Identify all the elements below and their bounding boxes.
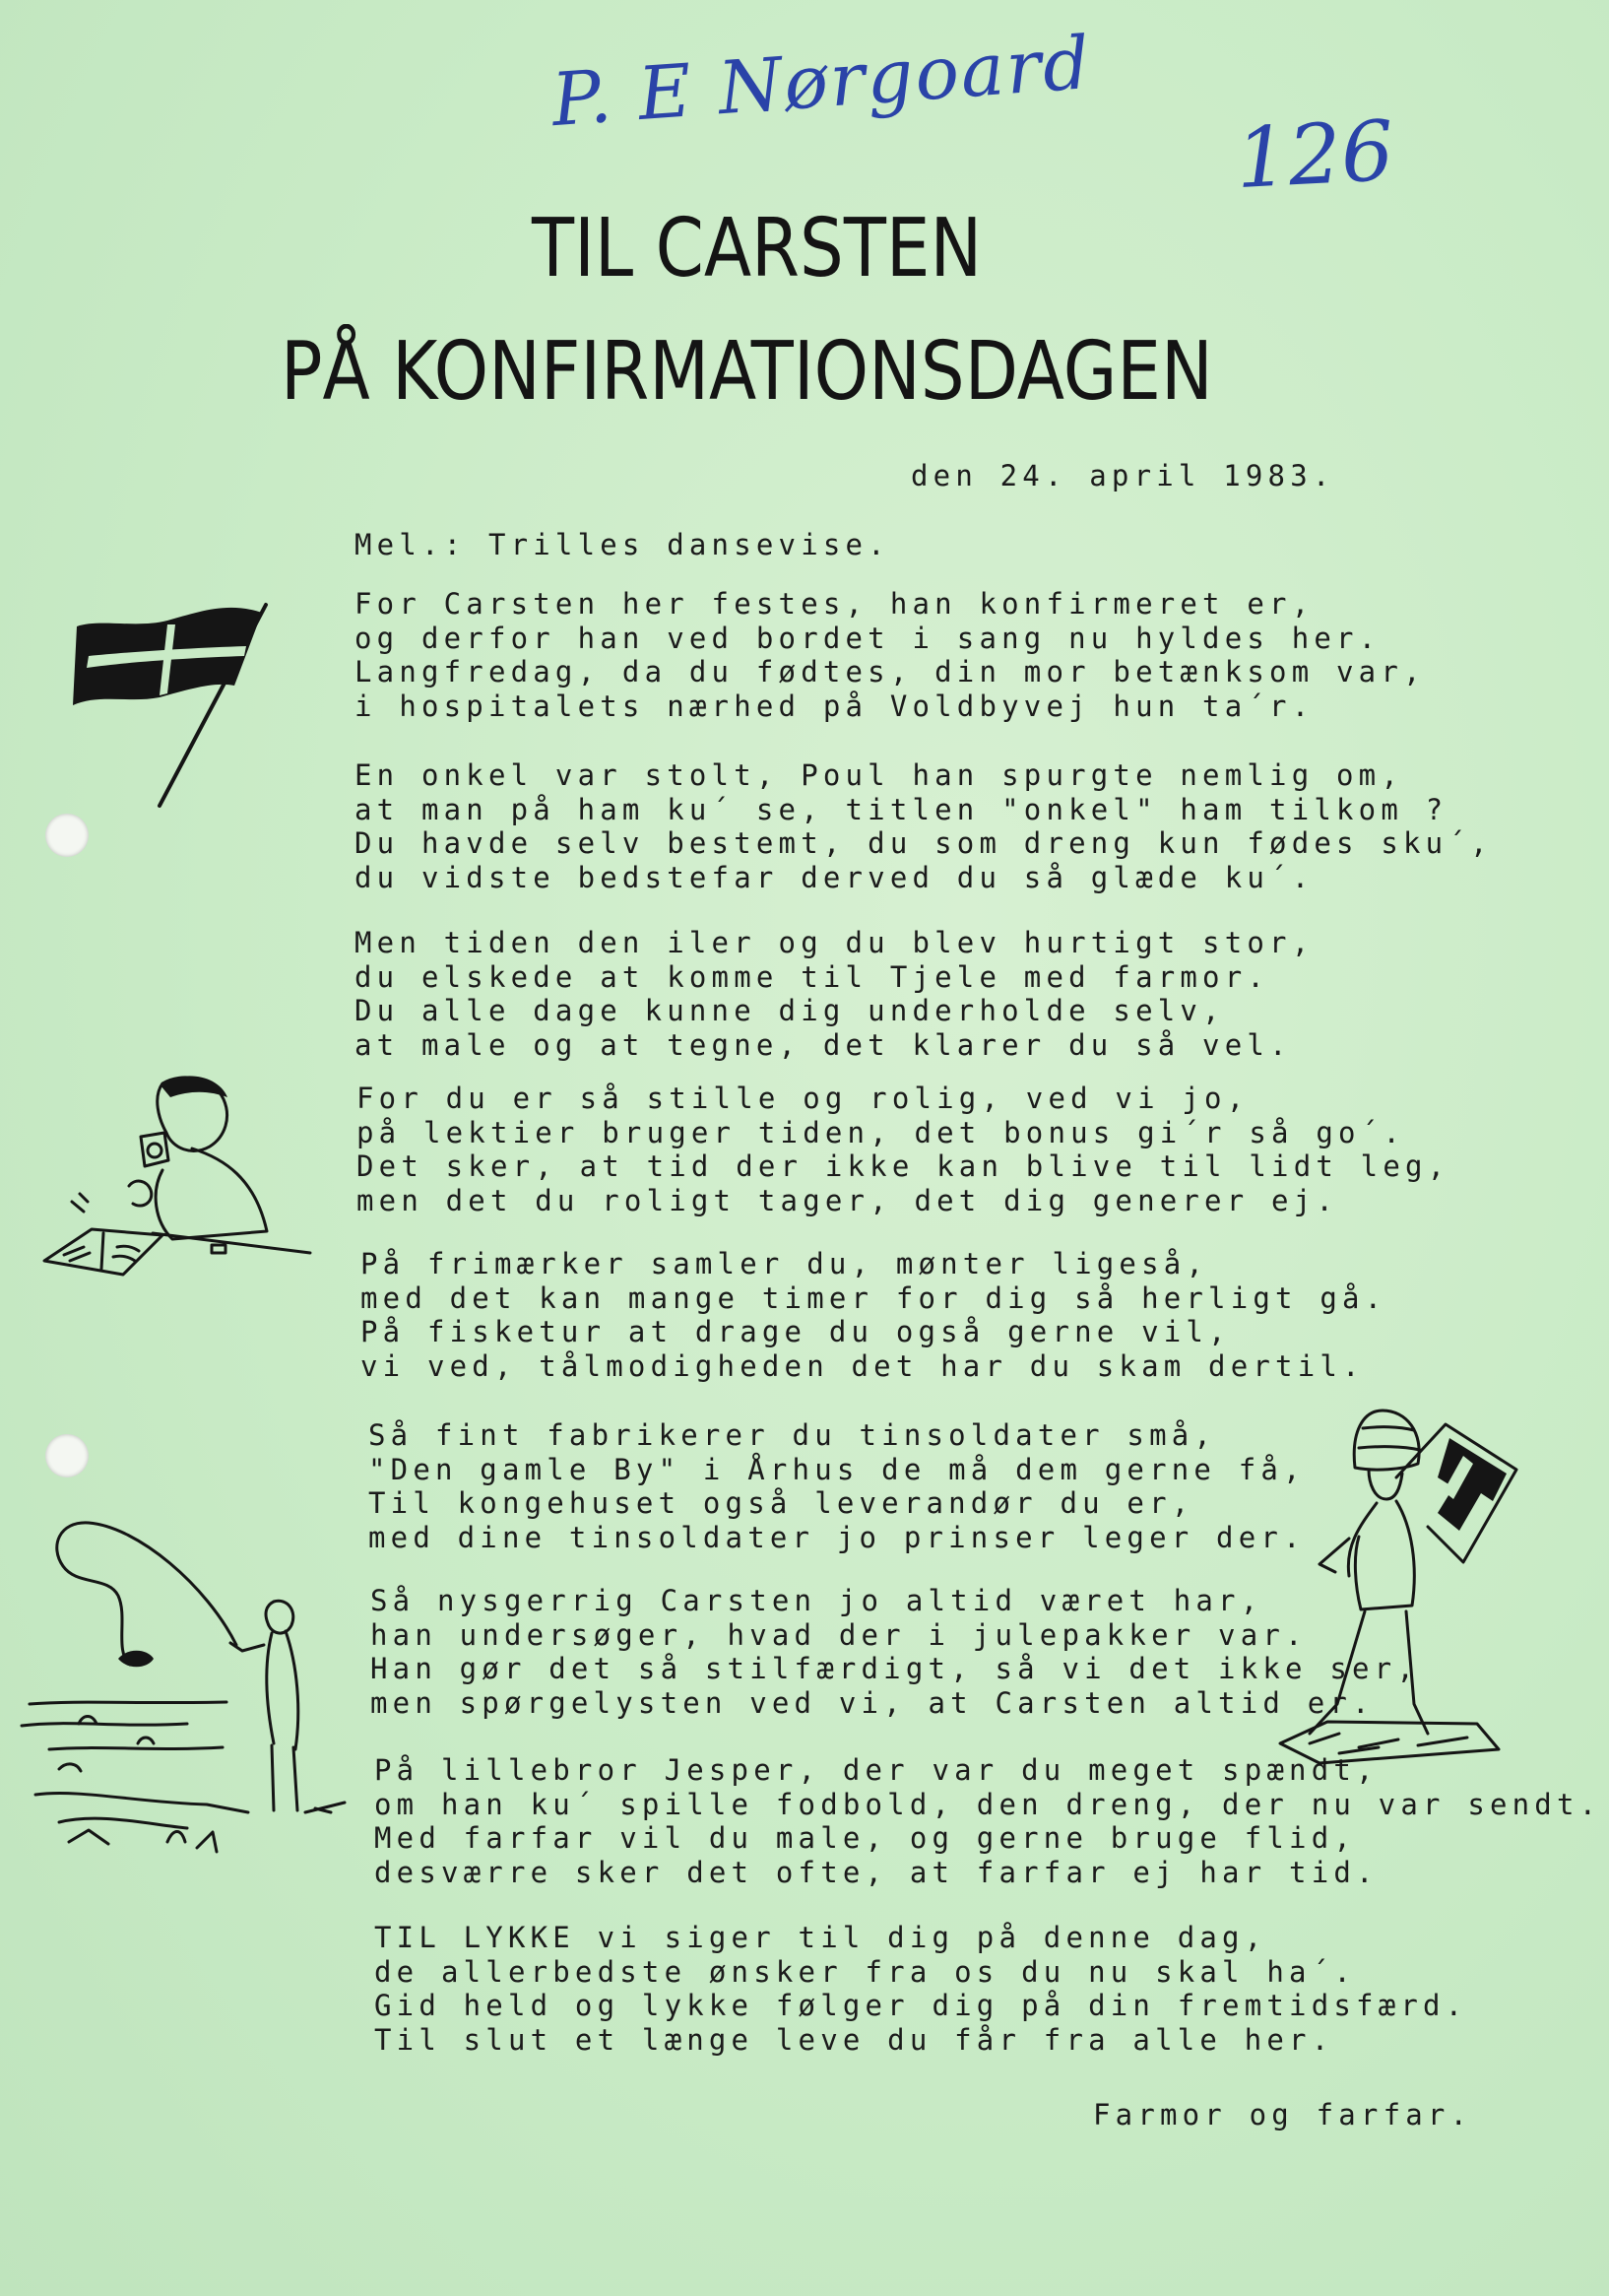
verse-line: På lillebror Jesper, der var du meget spændt, [374,1753,1379,1787]
verse-line: du elskede at komme til Tjele med farmor. [354,959,1270,994]
handwritten-name: P. E Nørgoard [548,20,1095,144]
verse-line: at man på ham ku´ se, titlen "onkel" ham tilkom ? [354,792,1448,826]
stanza-5 [360,1247,1386,1383]
boy-stamp-collecting-icon [44,1064,320,1290]
verse-line: For du er så stille og rolig, ved vi jo, [356,1082,1250,1115]
stanza-2 [354,758,1493,894]
melody-line: Mel.: Trilles dansevise. [354,528,890,561]
stanza-8 [374,1753,1601,1889]
danish-flag-icon [69,591,286,818]
verse-line: Du havde selv bestemt, du som dreng kun fødes sku´, [354,826,1493,860]
tin-soldier-flag-icon [1280,1409,1516,1773]
stanza-7 [370,1584,1419,1720]
handwritten-number: 126 [1233,101,1396,208]
stanza-9 [374,1921,1467,2057]
verse-line: han undersøger, hvad der i julepakker var. [370,1617,1308,1652]
date-line: den 24. april 1983. [911,459,1335,492]
verse-line: Til slut et længe leve du får fra alle her. [374,2022,1334,2057]
verse-line: at male og at tegne, det klarer du så vel. [354,1027,1292,1062]
verse-line: Så nysgerrig Carsten jo altid været har, [370,1584,1263,1617]
signature: Farmor og farfar. [1093,2098,1473,2132]
verse-line: Med farfar vil du male, og gerne bruge flid, [374,1821,1357,1855]
title-line-2: PÅ KONFIRMATIONSDAGEN [281,325,1213,419]
verse-line: Til kongehuset også leverandør du er, [368,1486,1194,1520]
verse-line: For Carsten her festes, han konfirmeret er, [354,587,1315,621]
verse-line: med det kan mange timer for dig så herligt gå. [360,1280,1387,1315]
verse-line: desværre sker det ofte, at farfar ej har tid. [374,1855,1379,1889]
verse-line: vi ved, tålmodigheden det har du skam dertil. [360,1348,1365,1383]
verse-line: På frimærker samler du, mønter ligeså, [360,1247,1209,1280]
title-line-1: TIL CARSTEN [532,202,983,295]
verse-line: men det du roligt tager, det dig generer ej. [356,1183,1339,1217]
verse-line: du vidste bedstefar derved du så glæde ku´. [354,860,1315,894]
verse-line: Det sker, at tid der ikke kan blive til lidt leg, [356,1149,1450,1183]
verse-line: Så fint fabrikerer du tinsoldater små, [368,1418,1217,1452]
punch-hole [45,1434,89,1477]
verse-line: Langfredag, da du fødtes, din mor betænksom var, [354,655,1426,689]
verse-line: og derfor han ved bordet i sang nu hyldes her. [354,621,1382,655]
verse-line: på lektier bruger tiden, det bonus gi´r så go´. [356,1115,1405,1149]
verse-line: TIL LYKKE vi siger til dig på denne dag, [374,1921,1267,1954]
verse-line: Han gør det så stilfærdigt, så vi det ikke ser, [370,1652,1419,1685]
verse-line: med dine tinsoldater jo prinser leger der. [368,1520,1306,1554]
verse-line: En onkel var stolt, Poul han spurgte nemlig om, [354,758,1403,792]
verse-line: i hospitalets nærhed på Voldbyvej hun ta´r. [354,689,1315,723]
stanza-1 [354,587,1426,723]
punch-hole [45,814,89,857]
verse-line: Gid held og lykke følger dig på din fremtidsfærd. [374,1989,1468,2022]
verse-line: På fisketur at drage du også gerne vil, [360,1315,1231,1348]
stanza-6 [368,1418,1306,1554]
stanza-3 [354,926,1314,1062]
boy-fishing-icon [20,1517,354,1881]
verse-line: de allerbedste ønsker fra os du nu skal ha´. [374,1954,1357,1989]
stanza-4 [356,1082,1449,1217]
verse-line: men spørgelysten ved vi, at Carsten altid er. [370,1685,1375,1720]
verse-line: "Den gamle By" i Århus de må dem gerne få, [368,1452,1306,1486]
verse-line: Men tiden den iler og du blev hurtigt stor, [354,926,1315,959]
verse-line: Du alle dage kunne dig underholde selv, [354,994,1225,1027]
verse-line: om han ku´ spille fodbold, den dreng, der nu var sendt. [374,1787,1602,1821]
